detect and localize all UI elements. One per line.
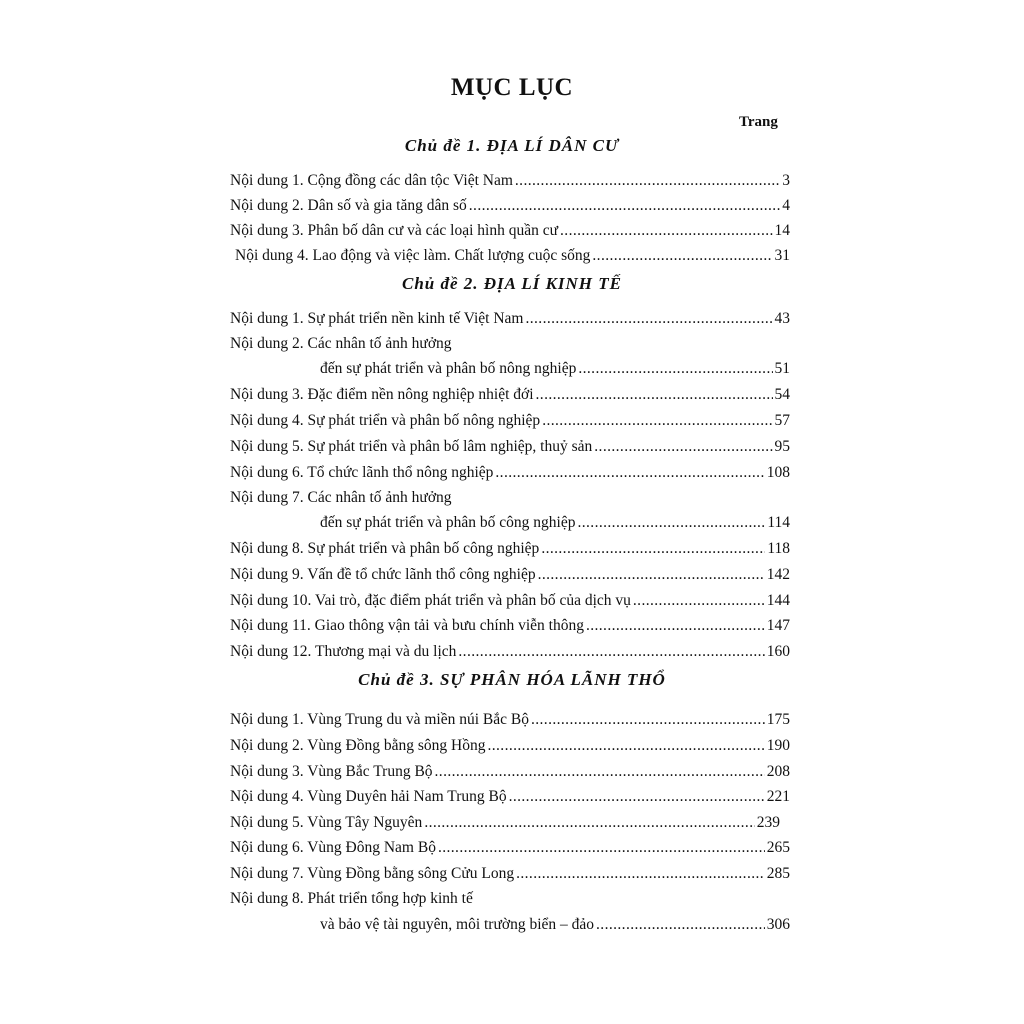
leader-dots [592,247,772,265]
toc-entry-page: 285 [766,865,790,882]
toc-entry-label[interactable]: Nội dung 7. Các nhân tố ảnh hưởng [230,489,452,506]
toc-entry-continuation[interactable] [320,916,790,934]
leader-dots [531,711,765,729]
toc-entry-continuation[interactable] [320,360,790,378]
toc-entry-continuation[interactable] [320,514,790,532]
page-title: MỤC LỤC [450,74,574,101]
toc-entry-page: 208 [766,763,790,780]
toc-entry-label: Nội dung 6. Vùng Đông Nam Bộ [230,839,436,856]
leader-dots [633,592,765,610]
toc-entry[interactable] [230,438,790,456]
toc-entry-label[interactable]: Nội dung 2. Các nhân tố ảnh hưởng [230,335,452,352]
toc-entry[interactable] [235,247,790,265]
section-heading: Chủ đề 2. ĐỊA LÍ KINH TẾ [401,274,622,293]
toc-entry-page: 144 [766,592,790,609]
leader-dots [495,464,764,482]
leader-dots [487,737,764,755]
toc-entry[interactable] [230,839,790,857]
toc-entry-page: 31 [774,247,790,264]
toc-entry-label: Nội dung 4. Vùng Duyên hải Nam Trung Bộ [230,788,507,805]
toc-entry-page: 190 [766,737,790,754]
leader-dots [536,386,773,404]
toc-entry-label: Nội dung 6. Tổ chức lãnh thổ nông nghiệp [230,464,494,481]
leader-dots [541,540,765,558]
toc-entry-page: 142 [766,566,790,583]
toc-entry-label: Nội dung 5. Sự phát triển và phân bố lâm nghiệp, thuỷ sản [230,438,593,455]
section-heading: Chủ đề 3. SỰ PHÂN HÓA LÃNH THỔ [358,670,666,689]
toc-entry-label: Nội dung 11. Giao thông vận tải và bưu chính viễn thông [230,617,584,634]
toc-entry-page: 306 [766,916,790,933]
leader-dots [542,412,772,430]
leader-dots [578,360,772,378]
leader-dots [515,172,780,190]
toc-entry-label: Nội dung 10. Vai trò, đặc điểm phát triển và phân bố của dịch vụ [230,592,631,609]
leader-dots [596,916,765,934]
toc-entry-label: Nội dung 2. Dân số và gia tăng dân số [230,197,467,214]
leader-dots [509,788,765,806]
toc-entry-label: Nội dung 1. Sự phát triển nền kinh tế Việt Nam [230,310,524,327]
toc-entry[interactable] [230,814,780,832]
toc-entry-page: 265 [766,839,790,856]
toc-entry-label: Nội dung 4. Sự phát triển và phân bố nông nghiệp [230,412,541,429]
leader-dots [525,310,772,328]
toc-entry-page: 51 [774,360,790,377]
toc-entry[interactable] [230,310,790,328]
toc-entry[interactable] [230,464,790,482]
toc-entry-label: Nội dung 3. Đặc điểm nền nông nghiệp nhiệt đới [230,386,534,403]
toc-entry-page: 147 [766,617,790,634]
leader-dots [577,514,765,532]
toc-entry-page: 4 [782,197,790,214]
toc-entry-label: Nội dung 9. Vấn đề tổ chức lãnh thổ công nghiệp [230,566,536,583]
toc-entry-label: và bảo vệ tài nguyên, môi trường biển – đảo [320,916,595,933]
toc-entry[interactable] [230,222,790,240]
toc-entry[interactable] [230,386,790,404]
toc-entry-page: 114 [767,514,790,531]
toc-entry-label: Nội dung 2. Vùng Đồng bằng sông Hồng [230,737,486,754]
toc-entry-label: Nội dung 8. Sự phát triển và phân bố công nghiệp [230,540,540,557]
toc-entry-page: 118 [767,540,790,557]
toc-entry-page: 160 [766,643,790,660]
toc-entry[interactable] [230,737,790,755]
section-heading: Chủ đề 1. ĐỊA LÍ DÂN CƯ [404,136,620,155]
toc-entry-label: Nội dung 1. Vùng Trung du và miền núi Bắc Bộ [230,711,529,728]
toc-entry[interactable] [230,788,790,806]
toc-entry-page: 3 [782,172,790,189]
leader-dots [458,643,764,661]
toc-entry-label[interactable]: Nội dung 8. Phát triển tổng hợp kinh tế [230,890,473,907]
leader-dots [438,839,765,857]
leader-dots [538,566,765,584]
toc-entry-label: Nội dung 1. Cộng đồng các dân tộc Việt Nam [230,172,513,189]
toc-entry-label: Nội dung 5. Vùng Tây Nguyên [230,814,423,831]
toc-entry-page: 43 [774,310,790,327]
toc-entry-label: đến sự phát triển và phân bố nông nghiệp [320,360,577,377]
toc-entry[interactable] [230,865,790,883]
toc-entry-page: 175 [766,711,790,728]
toc-entry[interactable] [230,540,790,558]
toc-entry[interactable] [230,643,790,661]
toc-entry[interactable] [230,617,790,635]
toc-entry[interactable] [230,711,790,729]
toc-entry[interactable] [230,172,790,190]
toc-entry-page: 95 [774,438,790,455]
leader-dots [560,222,772,240]
toc-entry-label: Nội dung 3. Phân bố dân cư và các loại hình quần cư [230,222,559,239]
toc-entry-label: Nội dung 12. Thương mại và du lịch [230,643,457,660]
leader-dots [516,865,765,883]
toc-entry-page: 221 [766,788,790,805]
toc-entry[interactable] [230,197,790,215]
toc-entry-label: Nội dung 3. Vùng Bắc Trung Bộ [230,763,433,780]
toc-entry[interactable] [230,566,790,584]
leader-dots [424,814,754,832]
toc-entry[interactable] [230,763,790,781]
toc-entry-label: Nội dung 4. Lao động và việc làm. Chất lượng cuộc sống [235,247,591,264]
toc-entry[interactable] [230,412,790,430]
toc-entry-page: 14 [774,222,790,239]
toc-entry-page: 108 [766,464,790,481]
toc-entry-page: 54 [774,386,790,403]
toc-entry-page: 239 [756,814,780,831]
toc-entry-label: Nội dung 7. Vùng Đồng bằng sông Cửu Long [230,865,515,882]
page-column-label: Trang [739,114,778,130]
toc-entry[interactable] [230,592,790,610]
leader-dots [469,197,780,215]
toc-entry-label: đến sự phát triển và phân bố công nghiệp [320,514,576,531]
leader-dots [586,617,765,635]
toc-entry-page: 57 [774,412,790,429]
leader-dots [435,763,765,781]
leader-dots [594,438,772,456]
